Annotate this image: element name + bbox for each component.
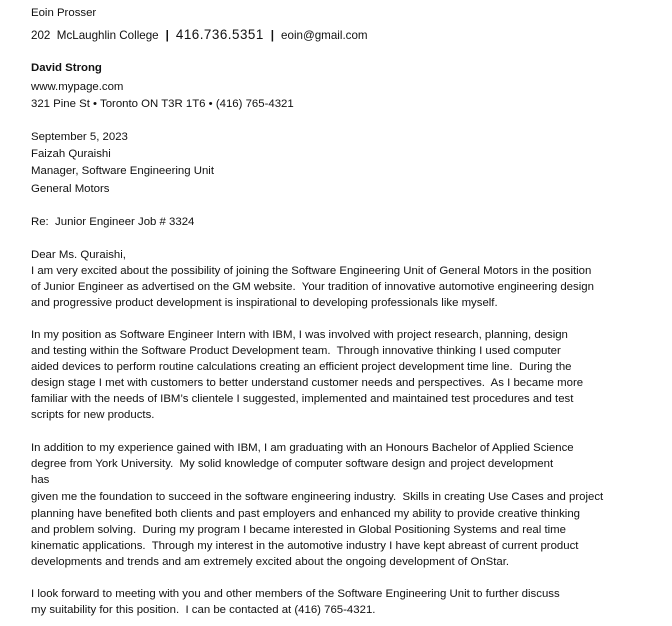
re-line: Re: Junior Engineer Job # 3324 [31, 216, 195, 228]
body-line: familiar with the needs of IBM’s clientele I suggested, implemented and maintained test procedures and test [31, 393, 574, 405]
body-line: I look forward to meeting with you and other members of the Software Engineering Unit to further discuss [31, 588, 560, 600]
body-line: and progressive product development is inspirational to developing professionals like myself. [31, 297, 498, 309]
letter-date: September 5, 2023 [31, 131, 128, 143]
letterhead-address: 321 Pine St • Toronto ON T3R 1T6 • (416) 765-4321 [31, 98, 294, 110]
sender-contact-line [31, 27, 368, 45]
sender-address: 202 McLaughlin College [31, 29, 159, 42]
body-line: and problem solving. During my program I became interested in Global Positioning Systems and real time [31, 524, 566, 536]
sender-name: Eoin Prosser [31, 7, 97, 19]
body-line: of Junior Engineer as advertised on the GM website. Your tradition of innovative automotive engineering design [31, 281, 594, 293]
body-line: has [31, 474, 50, 486]
body-line: given me the foundation to succeed in the software engineering industry. Skills in creating Use Cases and project [31, 491, 604, 503]
salutation: Dear Ms. Quraishi, [31, 249, 126, 261]
body-line: aided devices to perform routine calculations creating an efficient project development time line. During the [31, 361, 572, 373]
body-line: kinematic applications. Through my interest in the automotive industry I have kept abreast of current product [31, 540, 579, 552]
body-line: scripts for new products. [31, 409, 155, 421]
letterhead-website: www.mypage.com [31, 81, 124, 93]
addressee-company: General Motors [31, 183, 110, 195]
body-line: developments and trends and am extremely excited about the ongoing development of OnStar. [31, 556, 510, 568]
separator: | [270, 29, 275, 42]
body-line: my suitability for this position. I can be contacted at (416) 765-4321. [31, 604, 376, 616]
addressee-name: Faizah Quraishi [31, 148, 111, 160]
separator: | [165, 29, 169, 42]
body-line: In addition to my experience gained with IBM, I am graduating with an Honours Bachelor of Applied Science [31, 442, 574, 454]
addressee-title: Manager, Software Engineering Unit [31, 165, 214, 177]
body-line: I am very excited about the possibility of joining the Software Engineering Unit of General Motors in the position [31, 265, 592, 277]
body-line: design stage I met with customers to better understand customer needs and perspectives. As I became more [31, 377, 584, 389]
sender-phone: 416.736.5351 [175, 27, 264, 42]
sender-email: eoin@gmail.com [281, 29, 368, 42]
body-line: and testing within the Software Product Development team. Through innovative thinking I used computer [31, 345, 561, 357]
body-line: planning have benefited both clients and past employers and enhanced my ability to provide creative thinking [31, 508, 580, 520]
letterhead-name: David Strong [31, 62, 102, 74]
body-line: degree from York University. My solid knowledge of computer software design and project development [31, 458, 554, 470]
body-line: In my position as Software Engineer Intern with IBM, I was involved with project research, planning, design [31, 329, 568, 341]
